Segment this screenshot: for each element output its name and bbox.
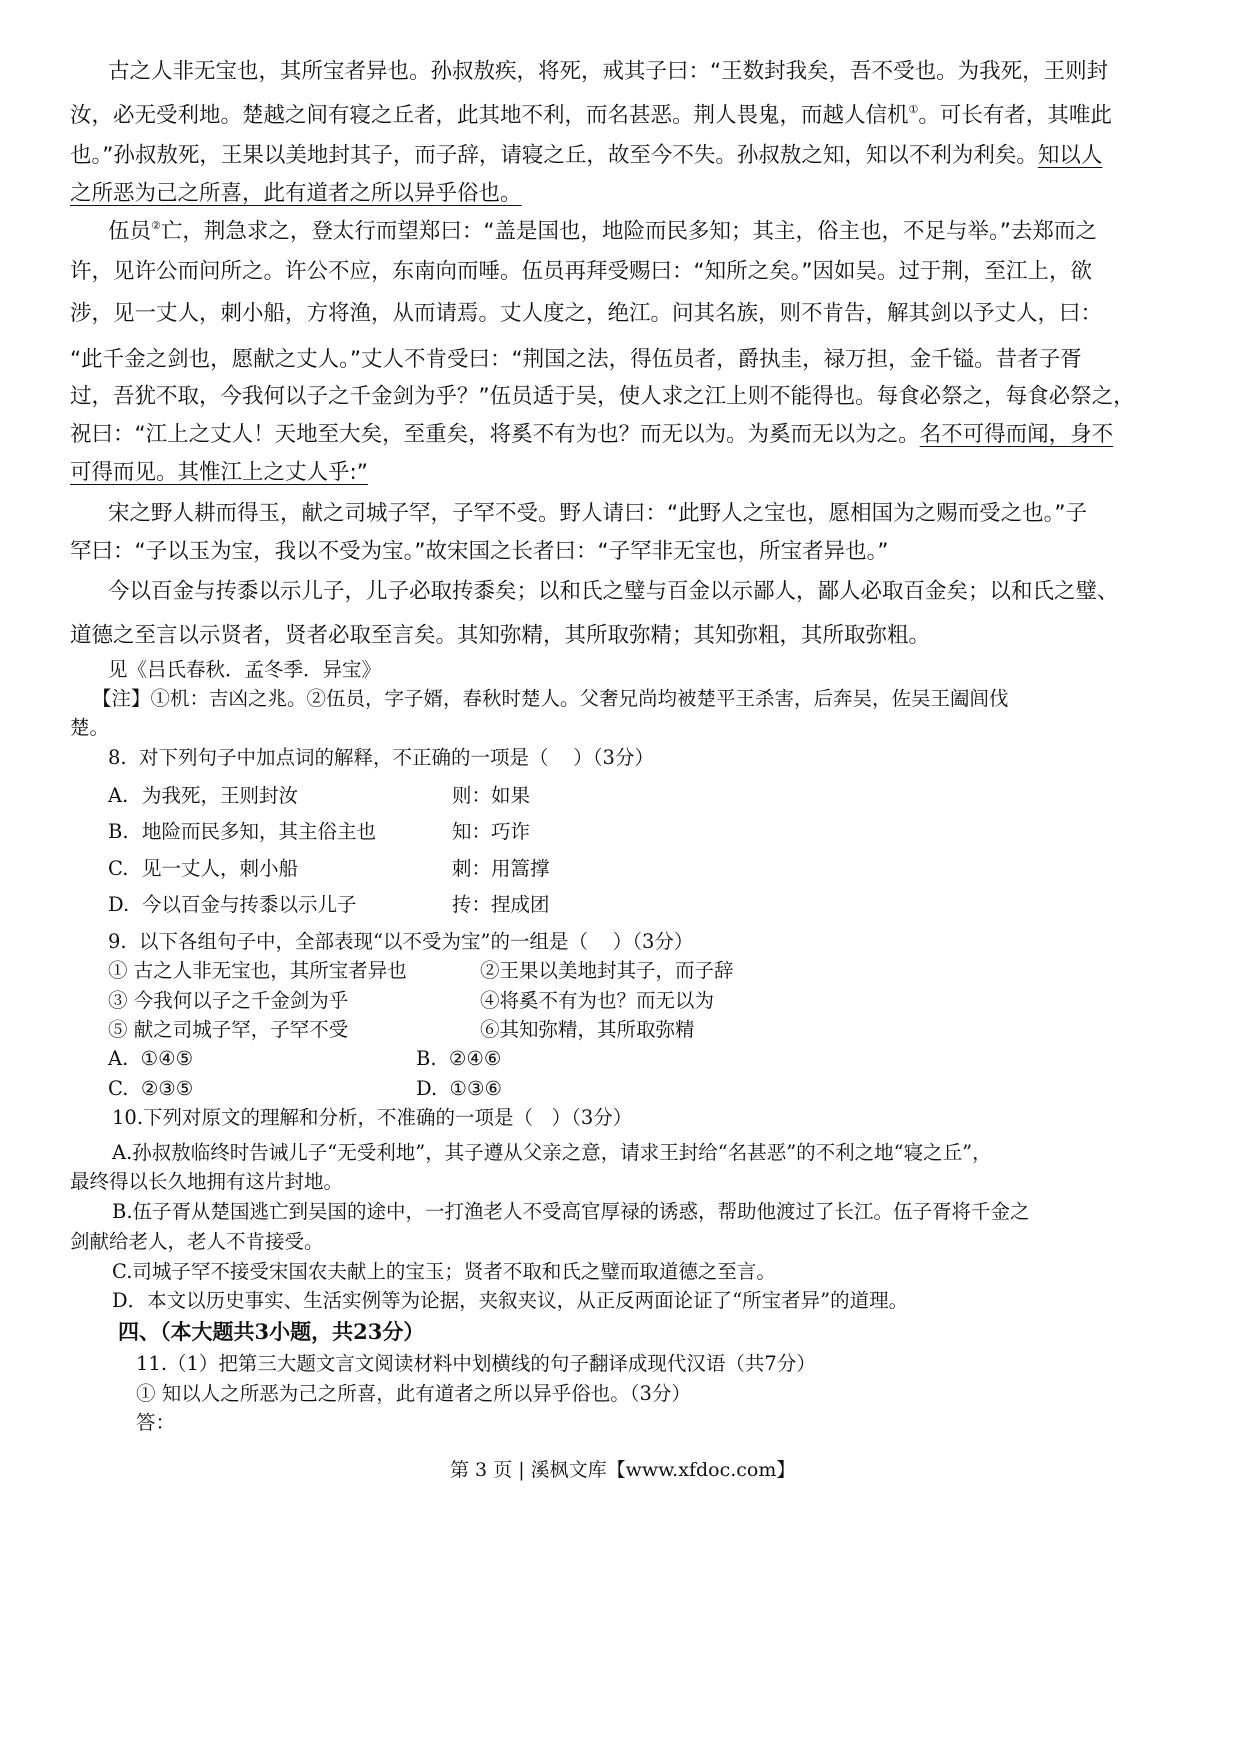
- question-9-item: ① 古之人非无宝也，其所宝者异也: [108, 959, 407, 982]
- underlined-sentence-2a: 名不可得而闻，身不: [919, 422, 1114, 447]
- section-4-heading: 四、（本大题共3小题，共23分）: [118, 1319, 425, 1344]
- footnote-marker-2: ②: [151, 219, 161, 232]
- annotation-line1: 【注】①机：吉凶之兆。②伍员，字子婿，春秋时楚人。父奢兄尚均被楚平王杀害，后奔吴，佐吴王阖闾伐: [92, 687, 1009, 710]
- question-10-option-b-line2: 剑献给老人，老人不肯接受。: [70, 1230, 324, 1253]
- question-11-item-1: ① 知以人之所恶为己之所喜，此有道者之所以异乎俗也。（3分）: [136, 1382, 691, 1405]
- passage-p3-line2: 罕曰：“子以玉为宝，我以不受为宝。”故宋国之长者曰：“子罕非无宝也，所宝者异也。”: [70, 539, 889, 564]
- question-9-item: ⑤ 献之司城子罕，子罕不受: [108, 1018, 349, 1041]
- question-9-item: ④将奚不有为也？而无以为: [480, 989, 715, 1012]
- option-sentence: 见一丈人，刺小船: [142, 857, 299, 880]
- passage-p2-line1-text: 亡，荆急求之，登太行而望郑曰：“盖是国也，地险而民多知；其主，俗主也，不足与举。”去郑而之: [160, 219, 1097, 244]
- question-9-choice: B. ②④⑥: [416, 1047, 502, 1070]
- option-sentence: 地险而民多知，其主俗主也: [142, 820, 377, 843]
- question-9-choices-row2: [108, 1075, 502, 1103]
- option-gloss: 刺：用篙撑: [452, 857, 550, 880]
- option-letter: D.: [108, 893, 130, 916]
- question-9-choices-row1: [108, 1045, 501, 1073]
- question-9-items-row1: [108, 957, 734, 985]
- question-10-option-a-line1: A.孙叔敖临终时告诫儿子“无受利地”，其子遵从父亲之意，请求王封给“名甚恶”的不利之地“寝之丘”，: [112, 1141, 992, 1164]
- passage-p2-line1: [108, 218, 1097, 246]
- option-letter: A.: [108, 784, 129, 807]
- passage-p2-line5: 过，吾犹不取，今我何以子之千金剑为乎？”伍员适于吴，使人求之江上则不能得也。每食必祭之，每食必祭之，: [70, 384, 1135, 409]
- question-10-stem: 10.下列对原文的理解和分析，不准确的一项是（ ）（3分）: [112, 1106, 633, 1129]
- option-sentence: 为我死，王则封汝: [142, 784, 299, 807]
- page-footer: 第 3 页 | 溪枫文库【www.xfdoc.com】: [450, 1459, 796, 1481]
- question-10-option-d: D．本文以历史事实、生活实例等为论据，夹叙夹议，从正反两面论证了“所宝者异”的道理。: [112, 1289, 909, 1312]
- question-8-stem: 8. 对下列句子中加点词的解释，不正确的一项是（ ）（3分）: [108, 746, 654, 769]
- question-9-items-row2: [108, 987, 714, 1015]
- passage-p4-line2: 道德之至言以示贤者，贤者必取至言矣。其知弥精，其所取弥精；其知弥粗，其所取弥粗。: [70, 623, 931, 648]
- passage-p2-line4: “此千金之剑也，愿献之丈人。”丈人不肯受曰：“荆国之法，得伍员者，爵执圭，禄万担，金千镒。昔者子胥: [70, 347, 1082, 372]
- question-9-choice: C. ②③⑤: [108, 1077, 194, 1100]
- passage-p4-line1: 今以百金与抟黍以示儿子，儿子必取抟黍矣；以和氏之璧与百金以示鄙人，鄙人必取百金矣；以和氏之璧、: [108, 579, 1119, 604]
- question-10-option-c: C.司城子罕不接受宋国农夫献上的宝玉；贤者不取和氏之璧而取道德之至言。: [112, 1260, 776, 1283]
- option-letter: C.: [108, 857, 129, 880]
- passage-p1-line1: 古之人非无宝也，其所宝者异也。孙叔敖疾，将死，戒其子曰：“王数封我矣，吾不受也。为我死，王则封: [108, 59, 1109, 84]
- option-gloss: 知：巧诈: [452, 820, 531, 843]
- passage-p1-line3: [70, 142, 1102, 170]
- question-9-item: ②王果以美地封其子，而子辞: [480, 959, 734, 982]
- passage-p2-line3: 涉，见一丈人，刺小船，方将渔，从而请焉。丈人度之，绝江。问其名族，则不肯告，解其剑以予丈人，曰：: [70, 301, 1103, 326]
- passage-p1-line2: [70, 102, 1112, 130]
- passage-p2-line2: 许，见许公而问所之。许公不应，东南向而唾。伍员再拜受赐曰：“知所之矣。”因如吴。过于荆，至江上，欲: [70, 259, 1093, 284]
- question-9-stem: 9. 以下各组句子中，全部表现“以不受为宝”的一组是（ ）（3分）: [108, 930, 694, 953]
- passage-p1-line3-text: 也。”孙叔敖死，王果以美地封其子，而子辞，请寝之丘，故至今不失。孙叔敖之知，知以不利为利矣。: [70, 143, 1038, 168]
- question-9-items-row3: [108, 1016, 695, 1044]
- source-citation: 见《吕氏春秋．孟冬季．异宝》: [108, 658, 382, 681]
- passage-p2-line6: [70, 421, 1113, 449]
- question-11-stem: 11.（1）把第三大题文言文阅读材料中划横线的句子翻译成现代汉语（共7分）: [136, 1352, 816, 1375]
- answer-label: 答：: [136, 1411, 176, 1434]
- question-9-choice: D. ①③⑥: [416, 1077, 502, 1100]
- question-9-item: ⑥其知弥精，其所取弥精: [480, 1018, 695, 1041]
- footnote-marker-1: ①: [908, 103, 919, 116]
- question-9-item: ③ 今我何以子之千金剑为乎: [108, 989, 349, 1012]
- underlined-sentence-2b: 可得而见。其惟江上之丈人乎:”: [70, 460, 368, 485]
- underlined-sentence-1b: 之所恶为己之所喜，此有道者之所以异乎俗也。: [70, 181, 522, 206]
- passage-p2-line1-head: 伍员: [108, 219, 152, 244]
- option-sentence: 今以百金与抟黍以示儿子: [142, 893, 357, 916]
- option-gloss: 则：如果: [452, 784, 531, 807]
- annotation-line2: 楚。: [70, 716, 110, 739]
- question-9-choice: A. ①④⑤: [108, 1047, 194, 1070]
- passage-p1-line2-tail: 。可长有者，其唯此: [918, 103, 1112, 128]
- underlined-sentence-1a: 知以人: [1037, 143, 1103, 168]
- passage-p2-line6-text: 祝曰：“江上之丈人！天地至大矣，至重矣，将奚不有为也？而无以为。为奚而无以为之。: [70, 422, 920, 447]
- option-gloss: 抟：捏成团: [452, 893, 550, 916]
- question-8-option-c: [108, 855, 550, 883]
- question-10-option-b-line1: B.伍子胥从楚国逃亡到吴国的途中，一打渔老人不受高官厚禄的诱惑，帮助他渡过了长江。伍子胥将千金之: [112, 1200, 1030, 1223]
- passage-p1-line2-text: 汝，必无受利地。楚越之间有寝之丘者，此其地不利，而名甚恶。荆人畏鬼，而越人信机: [70, 103, 909, 128]
- passage-p3-line1: 宋之野人耕而得玉，献之司城子罕，子罕不受。野人请曰：“此野人之宝也，愿相国为之赐而受之也。”子: [108, 501, 1088, 526]
- question-8-option-b: [108, 818, 530, 846]
- question-8-option-a: [108, 782, 530, 810]
- question-10-option-a-line2: 最终得以长久地拥有这片封地。: [70, 1170, 344, 1193]
- option-letter: B.: [108, 820, 129, 843]
- question-8-option-d: [108, 891, 550, 919]
